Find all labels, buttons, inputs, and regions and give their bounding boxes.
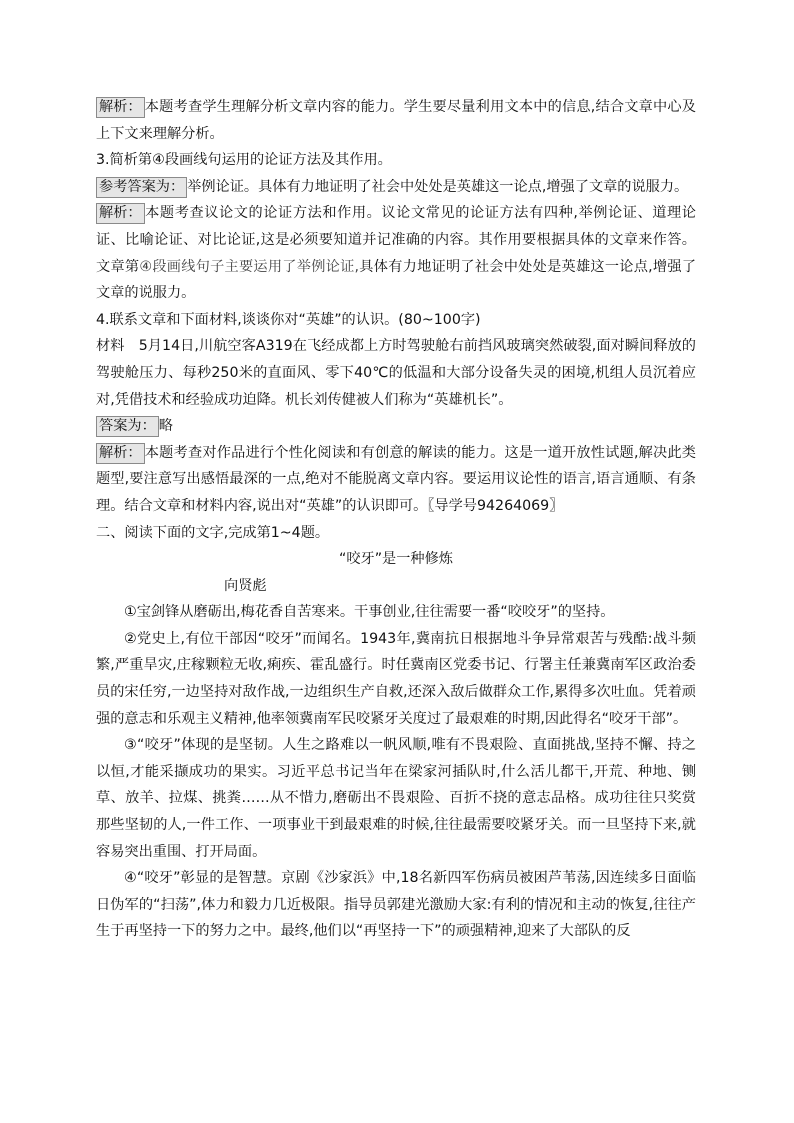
article-paragraph-1: ①宝剑锋从磨砺出,梅花香自苦寒来。干事创业,往往需要一番“咬咬牙”的坚持。 bbox=[124, 604, 615, 621]
article-paragraph-4: ④“咬牙”彰显的是智慧。京剧《沙家浜》中,18名新四军伤病员被困芦苇荡,因连续多日面临日伪军的“扫荡”,体力和毅力几近极限。指导员郭建光激励大家:有利的情况和主动的恢复,往往产生于再坚持一下的努力之中。最终,他们以“再坚持一下”的顽强精神,迎来了大部队的反 bbox=[96, 870, 696, 940]
answer-text: 略 bbox=[158, 418, 173, 435]
analysis-label: 解析： bbox=[96, 97, 145, 118]
q3-answer bbox=[96, 174, 696, 201]
analysis-text-3: 具体有力地证明了社会中处处是英雄这一论点,增强了文章的说服力。 bbox=[96, 258, 697, 302]
q3-analysis bbox=[96, 200, 696, 306]
analysis-text: 本题考查学生理解分析文章内容的能力。学生要尽量利用文本中的信息,结合文章中心及上下文来理解分析。 bbox=[96, 99, 696, 142]
analysis-text-1: 本题考查议论文的论证方法和作用。议论文常见的论证方法有四种,举例论证、道理论证、比喻论证、对比论证,这是必须要知道并记准确的内容。其作用要根据具体的文章来作答。文章第 bbox=[96, 205, 696, 275]
article-title: “咬牙”是一种修炼 bbox=[338, 551, 453, 568]
document-page bbox=[96, 94, 696, 945]
q4-material: 材料 5月14日,川航空客A319在飞经成都上方时驾驶舱右前挡风玻璃突然破裂,面对瞬间释放的驾驶舱压力、每秒250米的直面风、零下40℃的低温和大部分设备失灵的困境,机组人员沉着应对,凭借技术和经验成功迫降。机长刘传健被人们称为“英雄机长”。 bbox=[96, 338, 696, 408]
answer-label: 答案为： bbox=[96, 416, 159, 437]
analysis-label: 解析： bbox=[96, 203, 145, 224]
analysis-text: 本题考查对作品进行个性化阅读和有创意的解读的能力。这是一道开放性试题,解决此类题型,要注意写出感悟最深的一点,绝对不能脱离文章内容。要运用议论性的语言,语言通顺、有条理。结合文章和材料内容,说出对“英雄”的认识即可。〖导学号94264069〗 bbox=[96, 444, 696, 514]
q2-analysis bbox=[96, 94, 696, 147]
answer-label: 参考答案为： bbox=[96, 177, 187, 198]
analysis-text-2: ④段画线句子主要运用了举例论证, bbox=[139, 258, 360, 275]
q3-question: 3.简析第④段画线句运用的论证方法及其作用。 bbox=[96, 152, 392, 169]
section2-heading: 二、阅读下面的文字,完成第1~4题。 bbox=[96, 524, 330, 541]
answer-text: 举例论证。具体有力地证明了社会中处处是英雄这一论点,增强了文章的说服力。 bbox=[187, 178, 689, 195]
analysis-label: 解析： bbox=[96, 443, 145, 464]
article-author: 向贤彪 bbox=[224, 577, 267, 594]
article-paragraph-2: ②党史上,有位干部因“咬牙”而闻名。1943年,冀南抗日根据地斗争异常艰苦与残酷:战斗频繁,严重旱灾,庄稼颗粒无收,痢疾、霍乱盛行。时任冀南区党委书记、行署主任兼冀南军区政治委员的宋任穷,一边坚持对敌作战,一边组织生产自救,还深入敌后做群众工作,累得多次吐血。凭着顽强的意志和乐观主义精神,他率领冀南军民咬紧牙关度过了最艰难的时期,因此得名“咬牙干部”。 bbox=[96, 630, 696, 727]
q4-answer bbox=[96, 413, 696, 440]
q4-analysis bbox=[96, 440, 696, 520]
article-paragraph-3: ③“咬牙”体现的是坚韧。人生之路难以一帆风顺,唯有不畏艰险、直面挑战,坚持不懈、持之以恒,才能采撷成功的果实。习近平总书记当年在梁家河插队时,什么活儿都干,开荒、种地、铡草、放羊、拉煤、挑粪……从不惜力,磨砺出不畏艰险、百折不挠的意志品格。成功往往只奖赏那些坚韧的人,一件工作、一项事业干到最艰难的时候,往往最需要咬紧牙关。而一旦坚持下来,就容易突出重围、打开局面。 bbox=[96, 737, 696, 860]
q4-question: 4.联系文章和下面材料,谈谈你对“英雄”的认识。(80~100字) bbox=[96, 311, 481, 328]
